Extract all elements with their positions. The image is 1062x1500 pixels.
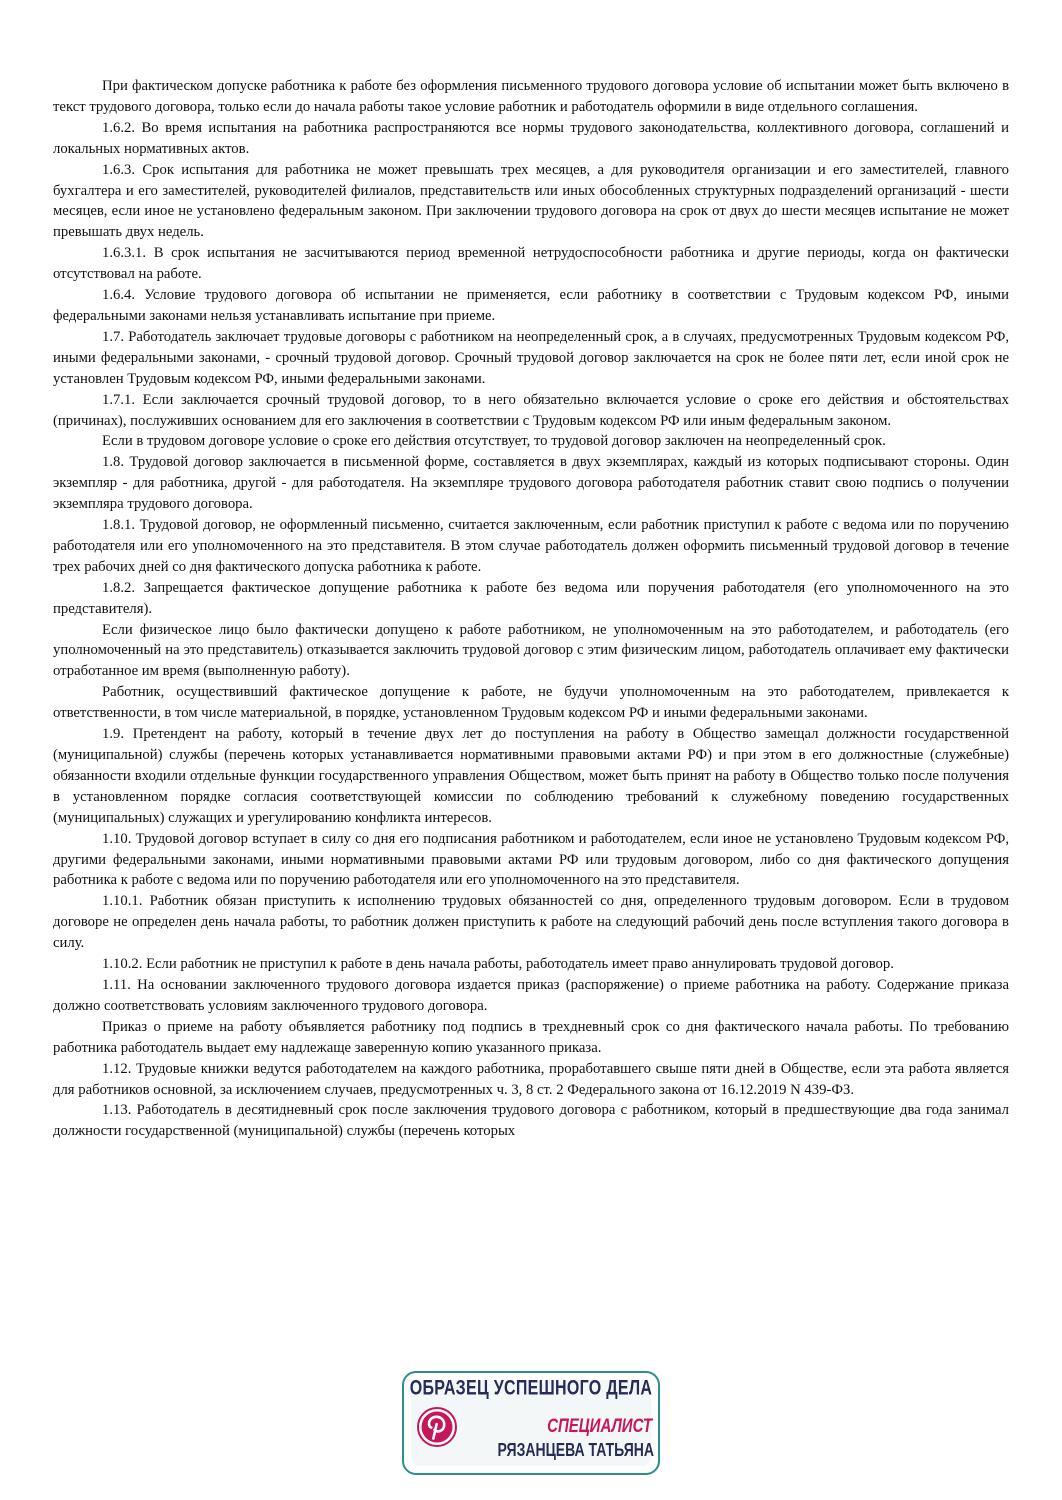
paragraph-1-11-cont: Приказ о приеме на работу объявляется работнику под подпись в трехдневный срок со дня фактического начала работы. По требованию работника работодатель выдает ему надлежаще заверенную копию указанного приказа. (53, 1018, 1009, 1056)
paragraph-1-8-1: 1.8.1. Трудовой договор, не оформленный письменно, считается заключенным, если работник приступил к работе с ведома или по поручению работодателя или его уполномоченного на это представителя. В этом случае работодатель должен оформить письменный трудовой договор в течение трех рабочих дней со дня фактического допуска работника к работе. (53, 517, 1009, 575)
badge-title: ОБРАЗЕЦ УСПЕШНОГО ДЕЛА (409, 1377, 653, 1400)
paragraph-1-8-2-cont-a: Если физическое лицо было фактически допущено к работе работником, не уполномоченным на это работодателем, и работодатель (его уполномоченный на это представитель) отказывается заключить трудовой договор с этим физическим лицом, работодатель оплачивает ему фактически отработанное им время (выполненную работу). (53, 621, 1009, 680)
paragraph-1-6-3: 1.6.3. Срок испытания для работника не может превышать трех месяцев, а для руководителя организации и его заместителей, главного бухгалтера и его заместителей, руководителей филиалов, представительств или иных обособленных структурных подразделений организаций - шести месяцев, если иное не установлено федеральным законом. При заключении трудового договора на срок от двух до шести месяцев испытание не может превышать двух недель. (53, 161, 1009, 241)
paragraph-1-10: 1.10. Трудовой договор вступает в силу со дня его подписания работником и работодателем, если иное не установлено Трудовым кодексом РФ, другими федеральными законами, иными нормативными правовыми актами РФ или трудовым договором, либо со дня фактического допущения работника к работе с ведома или по поручению работодателя или его уполномоченного на это представителя. (53, 830, 1009, 889)
paragraph-1-7-1-cont: Если в трудовом договоре условие о сроке его действия отсутствует, то трудовой договор заключен на неопределенный срок. (102, 433, 886, 450)
paragraph-1-8-2: 1.8.2. Запрещается фактическое допущение работника к работе без ведома или поручения работодателя (его уполномоченного на это представителя). (53, 579, 1009, 617)
paragraph-1-11: 1.11. На основании заключенного трудового договора издается приказ (распоряжение) о приеме работника на работу. Содержание приказа должно соответствовать условиям заключенного трудового договора. (53, 976, 1009, 1014)
watermark-badge (402, 1371, 660, 1475)
paragraph-1-6-3-1: 1.6.3.1. В срок испытания не засчитываются период временной нетрудоспособности работника и другие периоды, когда он фактически отсутствовал на работе. (53, 245, 1009, 283)
paragraph-1-6-2: 1.6.2. Во время испытания на работника распространяются все нормы трудового законодательства, коллективного договора, соглашений и локальных нормативных актов. (53, 119, 1009, 157)
paragraph-1-7-1: 1.7.1. Если заключается срочный трудовой договор, то в него обязательно включается условие о сроке его действия и обстоятельствах (причинах), послуживших основанием для его заключения в соответствии с Трудовым кодексом РФ или иным федеральным законом. (53, 391, 1009, 429)
paragraph-1-13: 1.13. Работодатель в десятидневный срок после заключения трудового договора с работником, который в предшествующие два года занимал должности государственной (муниципальной) службы (перечень которых (53, 1102, 1009, 1140)
paragraph-intro: При фактическом допуске работника к работе без оформления письменного трудового договора условие об испытании может быть включено в текст трудового договора, только если до начала работы такое условие работник и работодатель оформили в виде отдельного соглашения. (53, 78, 1009, 115)
paragraph-1-10-2: 1.10.2. Если работник не приступил к работе в день начала работы, работодатель имеет право аннулировать трудовой договор. (102, 956, 894, 973)
paragraph-1-8: 1.8. Трудовой договор заключается в письменной форме, составляется в двух экземплярах, каждый из которых подписывают стороны. Один экземпляр - для работника, другой - для работодателя. На экземпляре трудового договора работодателя работник ставит свою подпись о получении экземпляра трудового договора. (53, 454, 1009, 513)
paragraph-1-6-4: 1.6.4. Условие трудового договора об испытании не применяется, если работнику в соответствии с Трудовым кодексом РФ, иными федеральными законами нельзя устанавливать испытание при приеме. (53, 287, 1009, 324)
paragraph-1-12: 1.12. Трудовые книжки ведутся работодателем на каждого работника, проработавшего свыше пяти дней в Обществе, если эта работа является для работников основной, за исключением случаев, предусмотренных ч. 3, 8 ст. 2 Федерального закона от 16.12.2019 N 439-ФЗ. (53, 1060, 1009, 1098)
badge-author-name: РЯЗАНЦЕВА ТАТЬЯНА (497, 1439, 654, 1460)
paragraph-1-7: 1.7. Работодатель заключает трудовые договоры с работником на неопределенный срок, а в случаях, предусмотренных Трудовым кодексом РФ, иными федеральными законами, - срочный трудовой договор. Срочный трудовой договор заключается на срок не более пяти лет, если иной срок не установлен Трудовым кодексом РФ, иными федеральными законами. (53, 328, 1009, 387)
document-page (53, 76, 1009, 1142)
paragraph-1-10-1: 1.10.1. Работник обязан приступить к исполнению трудовых обязанностей со дня, определенного трудовым договором. Если в трудовом договоре не определен день начала работы, то работник должен приступить к работе на следующий рабочий день после вступления такого договора в силу. (53, 893, 1009, 952)
paragraph-1-8-2-cont-b: Работник, осуществивший фактическое допущение к работе, не будучи уполномоченным на это работодателем, привлекается к ответственности, в том числе материальной, в порядке, установленном Трудовым кодексом РФ и иными федеральными законами. (53, 684, 1009, 722)
paragraph-1-9: 1.9. Претендент на работу, который в течение двух лет до поступления на работу в Общество замещал должности государственной (муниципальной) службы (перечень которых устанавливается нормативными правовыми актами РФ) и при этом в его должностные (служебные) обязанности входили отдельные функции государственного управления Обществом, может быть принят на работу в Общество только после получения в установленном порядке согласия соответствующей комиссии по соблюдению требований к служебному поведению государственных (муниципальных) служащих и урегулированию конфликта интересов. (53, 726, 1009, 826)
badge-role: СПЕЦИАЛИСТ (547, 1415, 652, 1438)
